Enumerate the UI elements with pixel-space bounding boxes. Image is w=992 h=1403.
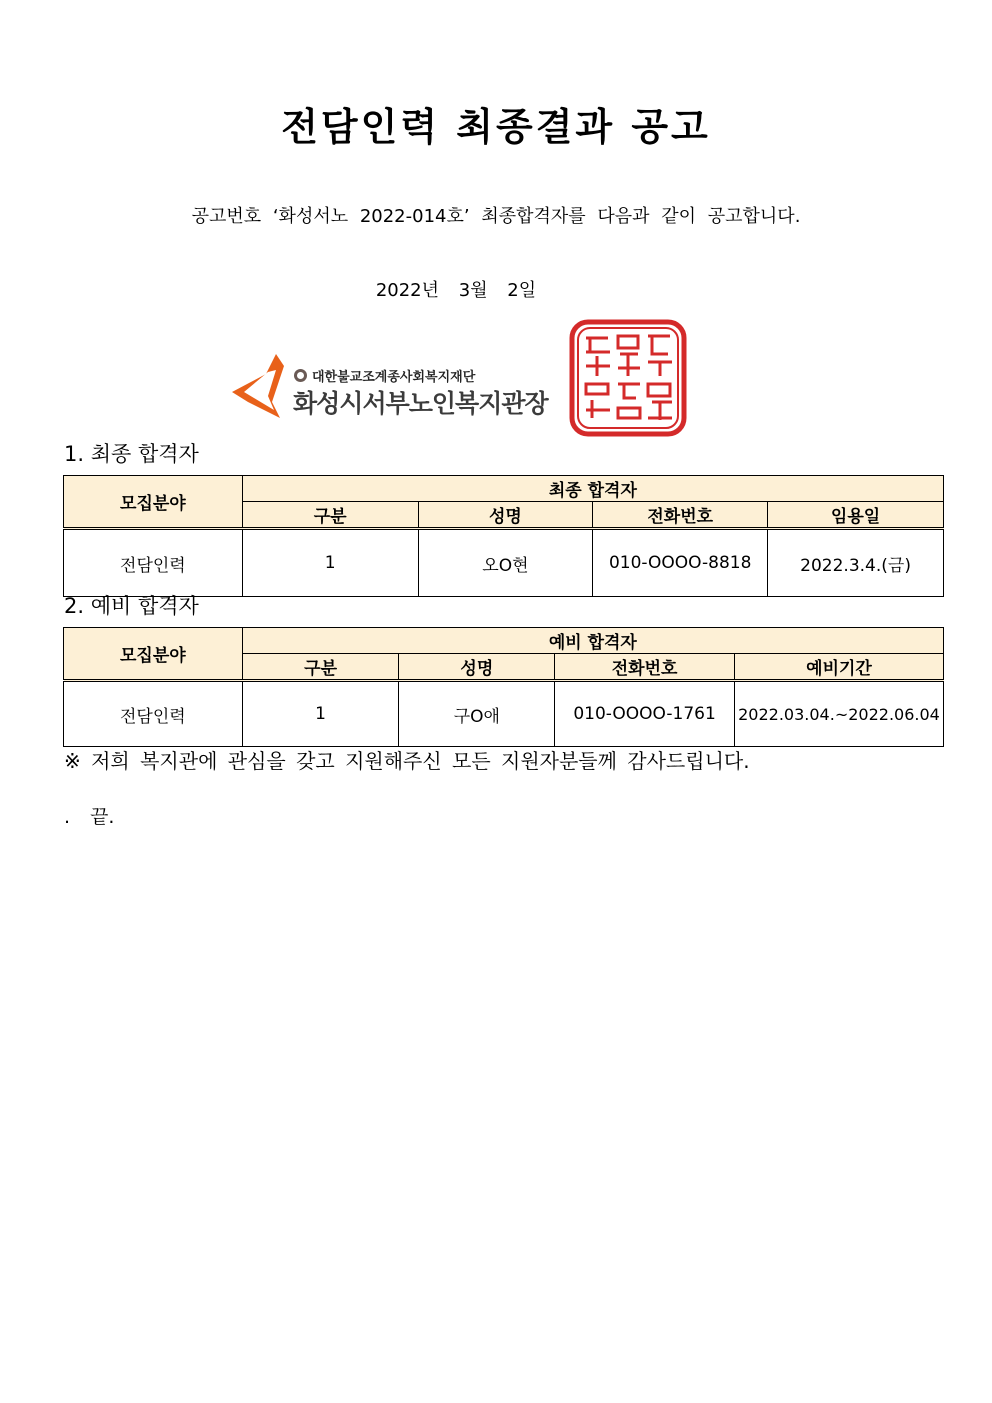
table-cell: 전담인력 [64, 681, 243, 747]
table-cell: 1 [242, 529, 418, 597]
organization-name: 화성시서부노인복지관장 [293, 389, 548, 418]
foundation-name [294, 366, 475, 385]
reserve-candidates-table [63, 627, 944, 747]
column-header: 성명 [399, 654, 555, 681]
table-cell: 전담인력 [64, 529, 243, 597]
table-cell: 1 [242, 681, 399, 747]
foundation-emblem-icon [294, 369, 307, 382]
column-header: 임용일 [768, 502, 944, 529]
thank-you-note: ※ 저희 복지관에 관심을 갖고 지원해주신 모든 지원자분들께 감사드립니다. [64, 749, 750, 773]
end-mark: . 끝. [64, 806, 115, 828]
announcement-intro: 공고번호 ‘화성서노 2022-014호’ 최종합격자를 다음과 같이 공고합니다. [191, 206, 801, 227]
column-header: 전화번호 [555, 654, 735, 681]
field-header: 모집분야 [64, 628, 243, 681]
announcement-date: 2022년 3월 2일 [375, 280, 537, 301]
field-header: 모집분야 [64, 476, 243, 529]
foundation-name-text: 대한불교조계종사회복지재단 [312, 370, 476, 385]
table-cell: 오O현 [418, 529, 593, 597]
final-candidates-table [63, 475, 944, 597]
section2-heading: 2. 예비 합격자 [64, 594, 199, 618]
group-header: 최종 합격자 [242, 476, 943, 502]
column-header: 전화번호 [593, 502, 768, 529]
column-header: 예비기간 [734, 654, 943, 681]
table-row [64, 529, 944, 597]
section1-heading: 1. 최종 합격자 [64, 442, 199, 466]
table-cell: 구O애 [399, 681, 555, 747]
group-header: 예비 합격자 [242, 628, 943, 654]
page-title: 전담인력 최종결과 공고 [281, 105, 711, 149]
table-row [64, 681, 944, 747]
official-seal-icon [568, 318, 688, 438]
column-header: 구분 [242, 502, 418, 529]
column-header: 성명 [418, 502, 593, 529]
table-cell: 010-OOOO-8818 [593, 529, 768, 597]
table-cell: 010-OOOO-1761 [555, 681, 735, 747]
table-cell: 2022.3.4.(금) [768, 529, 944, 597]
column-header: 구분 [242, 654, 399, 681]
table-cell: 2022.03.04.~2022.06.04 [734, 681, 943, 747]
